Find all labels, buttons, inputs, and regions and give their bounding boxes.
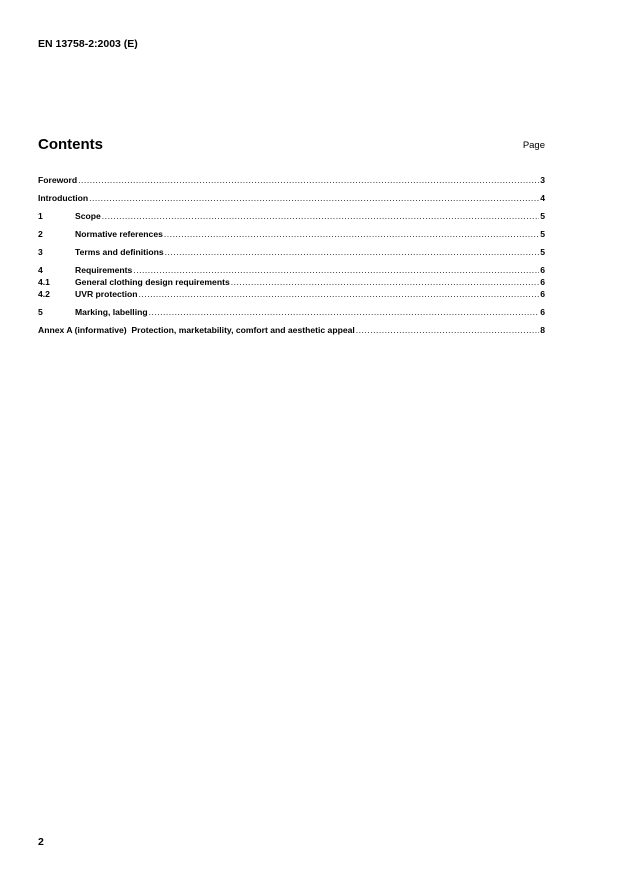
toc-entry-scope[interactable] — [38, 211, 545, 222]
toc-entry-page: 5 — [540, 247, 545, 257]
toc-entry-general-clothing-design[interactable] — [38, 277, 545, 288]
toc-leader-dots — [78, 175, 539, 186]
document-id-header: EN 13758-2:2003 (E) — [38, 38, 138, 50]
table-of-contents — [38, 175, 545, 336]
toc-entry-page: 5 — [540, 211, 545, 221]
toc-leader-dots — [133, 265, 539, 276]
toc-entry-page: 6 — [540, 277, 545, 287]
toc-entry-number: 3 — [38, 247, 43, 257]
toc-entry-number: 1 — [38, 211, 43, 221]
toc-leader-dots — [102, 211, 539, 222]
toc-leader-dots — [356, 325, 539, 336]
toc-entry-introduction[interactable] — [38, 193, 545, 204]
toc-entry-title: Terms and definitions — [75, 247, 164, 257]
toc-entry-title: Annex A (informative) Protection, marketability, comfort and aesthetic appeal — [38, 325, 355, 335]
toc-entry-uvr-protection[interactable] — [38, 289, 545, 300]
toc-entry-number: 4.1 — [38, 277, 50, 287]
toc-entry-number: 4.2 — [38, 289, 50, 299]
toc-entry-page: 6 — [540, 265, 545, 275]
toc-entry-title: UVR protection — [75, 289, 138, 299]
page-column-label: Page — [522, 140, 545, 151]
toc-entry-annex-a[interactable] — [38, 325, 545, 336]
toc-entry-terms-and-definitions[interactable] — [38, 247, 545, 258]
page-number: 2 — [38, 836, 44, 848]
toc-entry-page: 6 — [540, 307, 545, 317]
toc-leader-dots — [89, 193, 539, 204]
toc-leader-dots — [164, 229, 539, 240]
toc-leader-dots — [231, 277, 539, 288]
toc-entry-page: 6 — [540, 289, 545, 299]
toc-entry-page: 5 — [540, 229, 545, 239]
toc-entry-title: General clothing design requirements — [75, 277, 230, 287]
toc-entry-title: Foreword — [38, 175, 78, 185]
toc-entry-normative-references[interactable] — [38, 229, 545, 240]
toc-entry-requirements[interactable] — [38, 265, 545, 276]
toc-entry-number: 5 — [38, 307, 43, 317]
toc-entry-title: Marking, labelling — [75, 307, 148, 317]
toc-leader-dots — [165, 247, 540, 258]
toc-entry-number: 2 — [38, 229, 43, 239]
toc-entry-foreword[interactable] — [38, 175, 545, 186]
toc-leader-dots — [139, 289, 540, 300]
contents-heading: Contents — [38, 136, 103, 153]
toc-entry-title: Normative references — [75, 229, 163, 239]
toc-entry-page: 3 — [540, 175, 545, 185]
toc-entry-title: Scope — [75, 211, 101, 221]
toc-entry-page: 8 — [540, 325, 545, 335]
toc-entry-title: Requirements — [75, 265, 133, 275]
toc-leader-dots — [149, 307, 540, 318]
toc-entry-page: 4 — [540, 193, 545, 203]
toc-entry-marking-labelling[interactable] — [38, 307, 545, 318]
toc-entry-number: 4 — [38, 265, 43, 275]
toc-entry-title: Introduction — [38, 193, 89, 203]
